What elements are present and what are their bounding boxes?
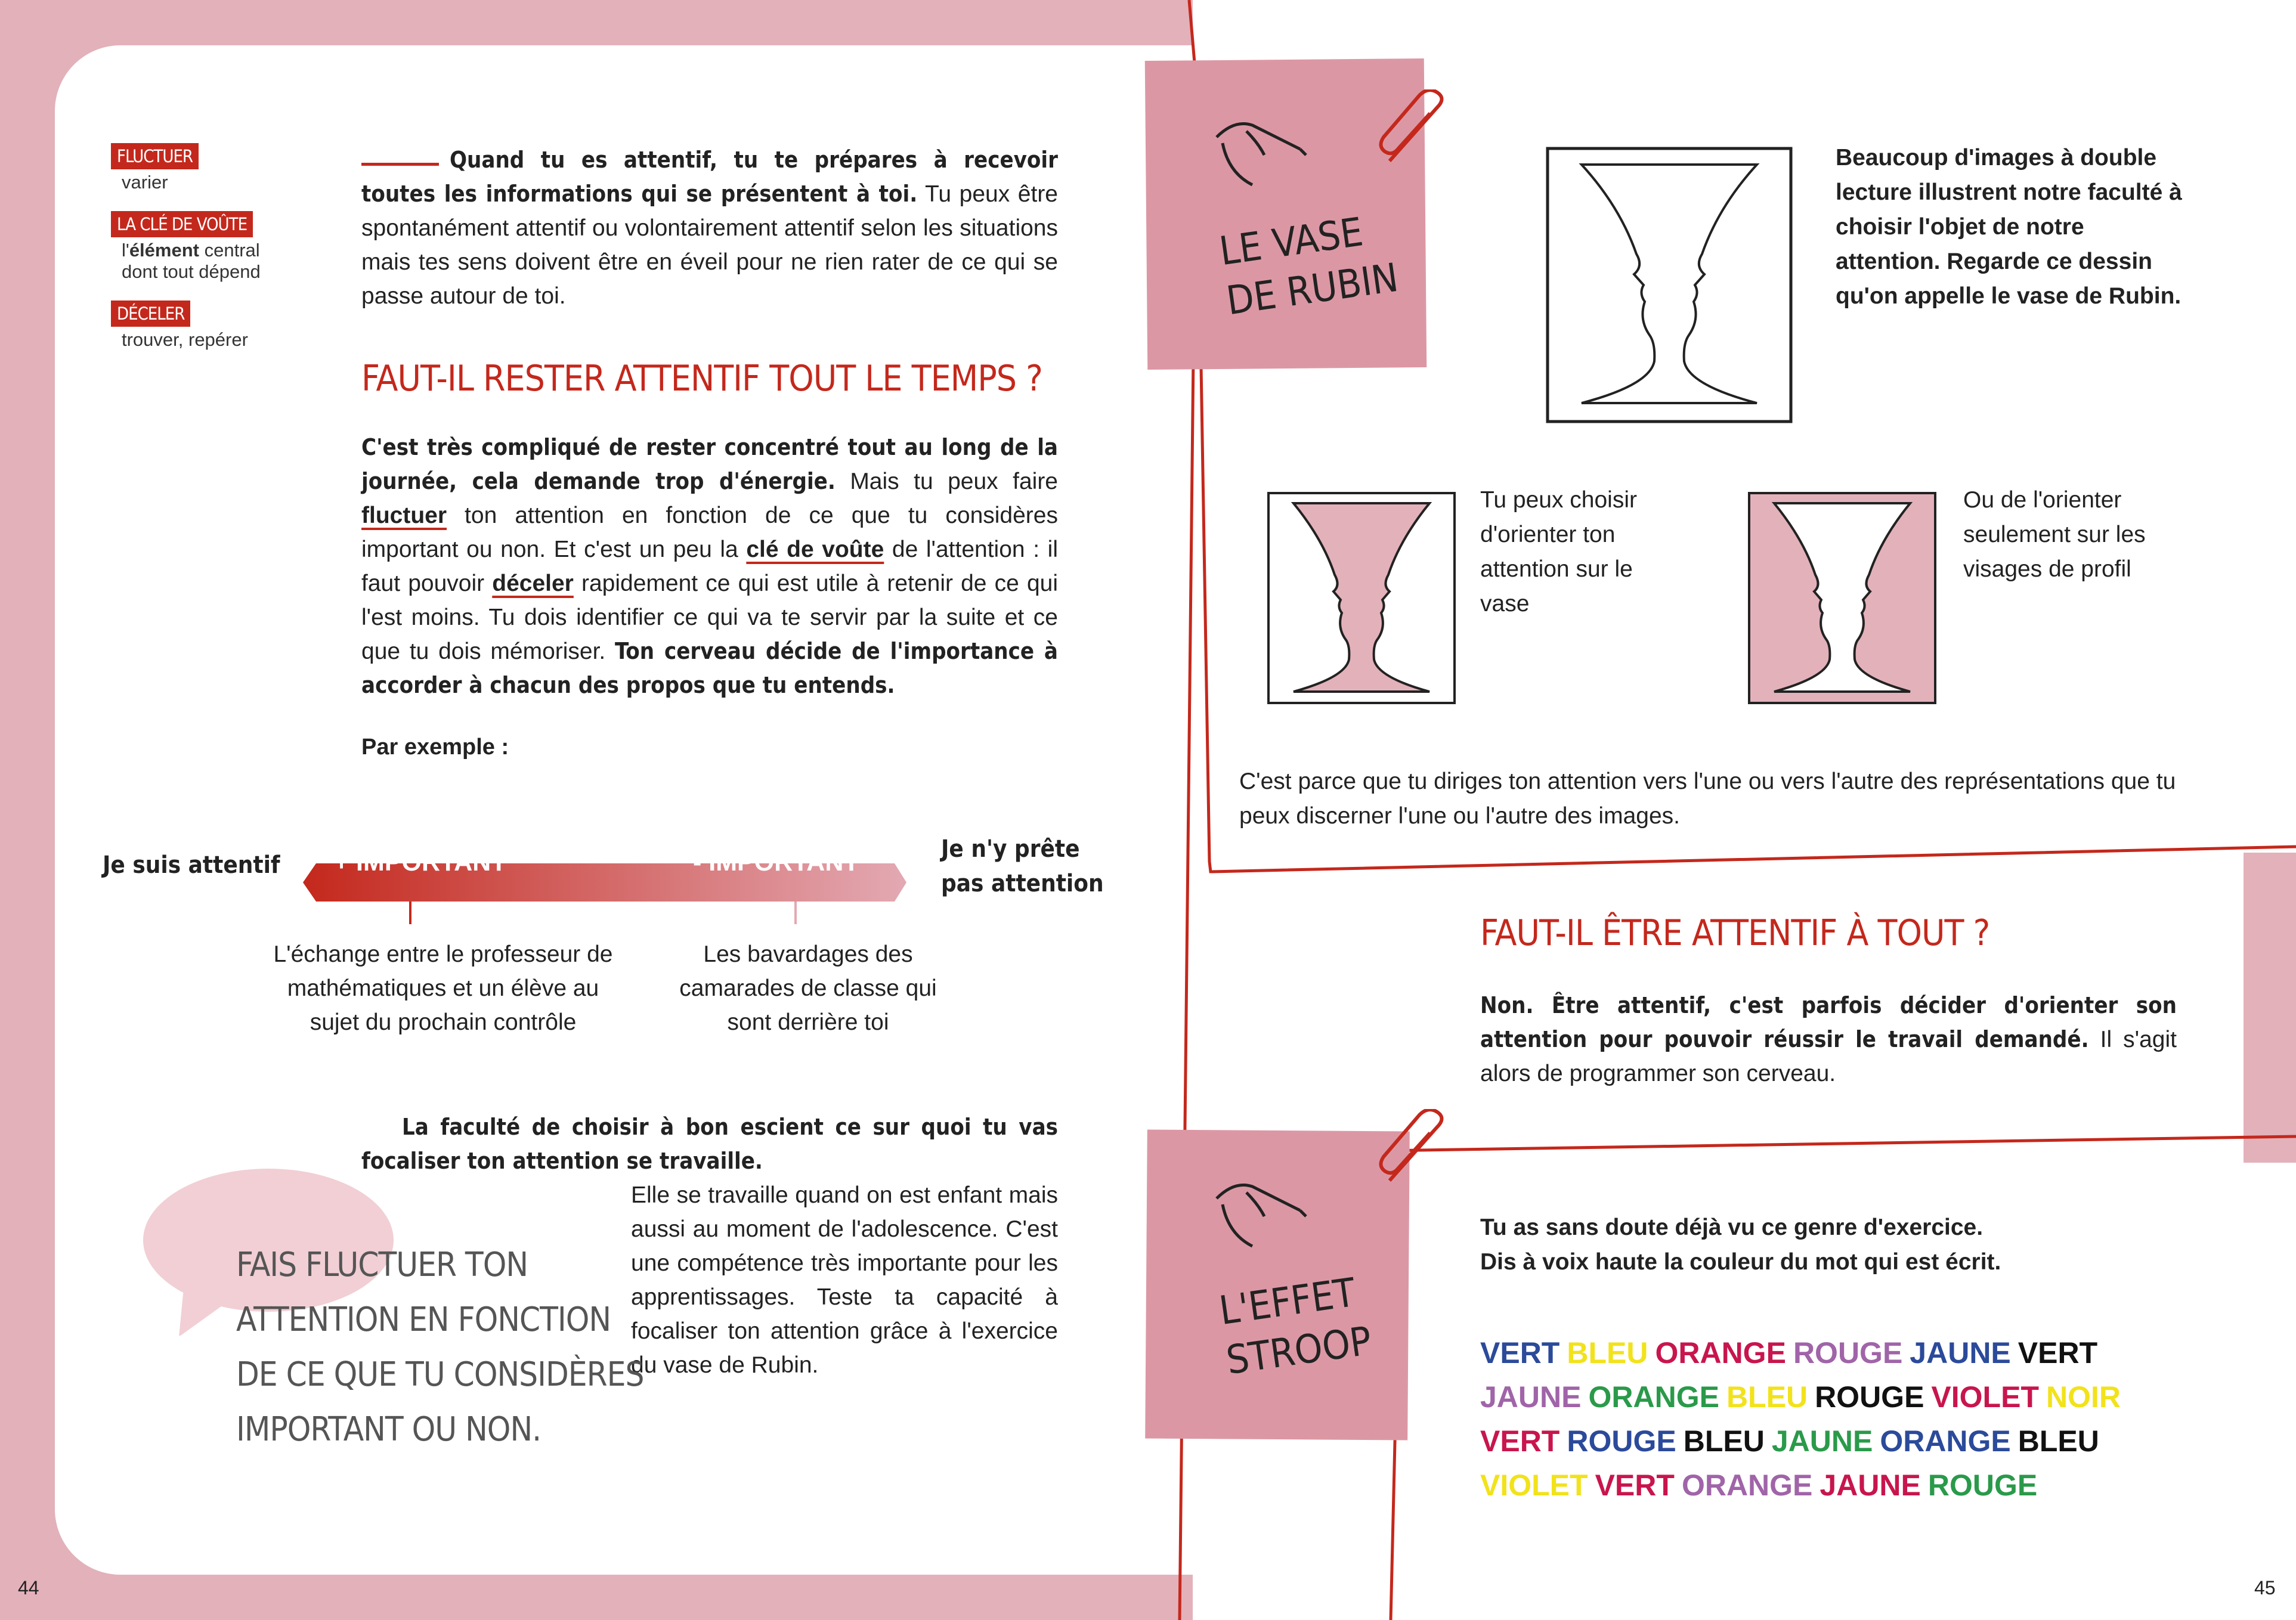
stroop-word: ORANGE (1681, 1469, 1813, 1502)
caption-faces: Ou de l'orienter seulement sur les visages de profil (1963, 487, 2146, 582)
pen-hand-icon (1211, 1169, 1312, 1252)
paperclip-icon (1372, 89, 1455, 173)
stroop-word: VERT (1595, 1469, 1675, 1502)
glossary-def: varier (122, 172, 168, 193)
rubin-description: Beaucoup d'images à double lecture illustrent notre faculté à choisir l'objet de notre attention. Regarde ce dessin qu'on appelle le vase de Rubin. (1836, 145, 2182, 309)
stroop-word: BLEU (1567, 1336, 1648, 1370)
stroop-word: ORANGE (1588, 1380, 1719, 1414)
stroop-word: JAUNE (1480, 1380, 1582, 1414)
stroop-word: BLEU (1683, 1424, 1765, 1458)
stroop-word: VERT (1480, 1424, 1560, 1458)
keyword-deceler[interactable]: déceler (492, 571, 574, 596)
scale-right-label: Je n'y prête pas attention (941, 835, 1104, 897)
stroop-word: ROUGE (1927, 1469, 2038, 1502)
scale-example-important: L'échange entre le professeur de mathématiques et un élève au sujet du prochain contrôle (273, 941, 613, 1035)
glossary-def: l'élément central dont tout dépend (122, 240, 261, 282)
glossary-term: LA CLÉ DE VOÛTE (111, 211, 253, 237)
rubin-vase-image (1546, 147, 1793, 423)
keyword-cle-de-voute[interactable]: clé de voûte (746, 537, 884, 562)
stroop-word: VIOLET (1931, 1380, 2039, 1414)
scale-example-unimportant: Les bavardages des camarades de classe qui sont derrière toi (679, 941, 937, 1035)
intro-paragraph: Quand tu es attentif, tu te prépares à recevoir toutes les informations qui se présentent à toi. Tu peux être spontanément attentif ou volontairement attentif selon les situations mais tes sens doivent être en éveil pour ne rien rater de ce qui se passe autour de toi. (361, 147, 1058, 309)
stroop-row (1480, 1463, 2128, 1507)
left-page-number: 44 (18, 1577, 39, 1599)
keyword-fluctuer[interactable]: fluctuer (361, 503, 447, 528)
speech-bubble-text: FAIS FLUCTUER TON ATTENTION EN FONCTION DE CE QUE TU CONSIDÈRES IMPORTANT OU NON. (236, 1246, 644, 1449)
sticky-note-stroop-title: L'EFFET STROOP (1216, 1269, 1375, 1384)
paperclip-icon (1372, 1109, 1455, 1192)
stroop-word: BLEU (2017, 1424, 2099, 1458)
right-page-number: 45 (2254, 1577, 2276, 1599)
stroop-word: JAUNE (1910, 1336, 2011, 1370)
stroop-row (1480, 1419, 2128, 1463)
stroop-word: ORANGE (1880, 1424, 2011, 1458)
stroop-word: JAUNE (1820, 1469, 1921, 1502)
stroop-row (1480, 1375, 2128, 1419)
stroop-row (1480, 1331, 2128, 1375)
section-heading: FAUT-IL RESTER ATTENTIF TOUT LE TEMPS ? (361, 358, 1042, 399)
stroop-instructions: Tu as sans doute déjà vu ce genre d'exercice. Dis à voix haute la couleur du mot qui est écrit. (1480, 1215, 2001, 1275)
glossary-term: DÉCELER (111, 301, 190, 327)
sticky-note-rubin-title: LE VASE DE RUBIN (1217, 209, 1401, 324)
main-paragraph: C'est très compliqué de rester concentré tout au long de la journée, cela demande trop d'énergie. Mais tu peux faire fluctuer ton attention en fonction de ce que tu considères important ou non. Et c'est un peu la clé de voûte de l'attention : il faut pouvoir déceler rapidement ce qui est utile à retenir de ce qui l'est moins. Tu dois identifier ce qui va te servir par la suite et ce que tu dois mémoriser. Ton cerveau décide de l'importance à accorder à chacun des propos que tu entends. (361, 434, 1059, 698)
stroop-word: ROUGE (1567, 1424, 1676, 1458)
glossary-def: trouver, repérer (122, 329, 248, 350)
scale-left-label: Je suis attentif (103, 851, 280, 879)
stroop-word: VIOLET (1480, 1469, 1588, 1502)
stroop-word: VERT (2017, 1336, 2098, 1370)
stroop-word: ORANGE (1655, 1336, 1786, 1370)
stroop-word: JAUNE (1771, 1424, 1873, 1458)
stroop-word: ROUGE (1793, 1336, 1903, 1370)
faculty-paragraph: Elle se travaille quand on est enfant mais aussi au moment de l'adolescence. C'est une compétence très importante pour les apprentissages. Teste ta capacité à focaliser ton attention grâce à l'exercice du vase de Rubin. (631, 1182, 1058, 1378)
pen-hand-icon (1211, 107, 1312, 191)
scale-plus-label: + IMPORTANT (334, 848, 507, 876)
faculty-intro: La faculté de choisir à bon escient ce sur quoi tu vas focaliser ton attention se travaille. (361, 1114, 1058, 1174)
rubin-conclusion: C'est parce que tu diriges ton attention vers l'une ou vers l'autre des représentations que tu peux discerner l'une ou l'autre des images. (1239, 769, 2176, 829)
stroop-grid (1480, 1331, 2128, 1507)
glossary-term: FLUCTUER (111, 143, 199, 169)
right-paragraph: Non. Être attentif, c'est parfois décider d'orienter son attention pour pouvoir réussir le travail demandé. Il s'agit alors de programmer son cerveau. (1480, 992, 2177, 1086)
example-label: Par exemple : (361, 735, 509, 760)
right-section-heading: FAUT-IL ÊTRE ATTENTIF À TOUT ? (1480, 912, 1990, 954)
stroop-word: ROUGE (1815, 1380, 1924, 1414)
vase-highlight-image (1267, 491, 1456, 705)
caption-vase: Tu peux choisir d'orienter ton attention sur le vase (1480, 487, 1638, 617)
stroop-word: VERT (1480, 1336, 1560, 1370)
stroop-word: BLEU (1726, 1380, 1808, 1414)
faces-highlight-image (1747, 491, 1937, 705)
stroop-word: NOIR (2046, 1380, 2121, 1414)
scale-minus-label: - IMPORTANT (693, 848, 859, 876)
